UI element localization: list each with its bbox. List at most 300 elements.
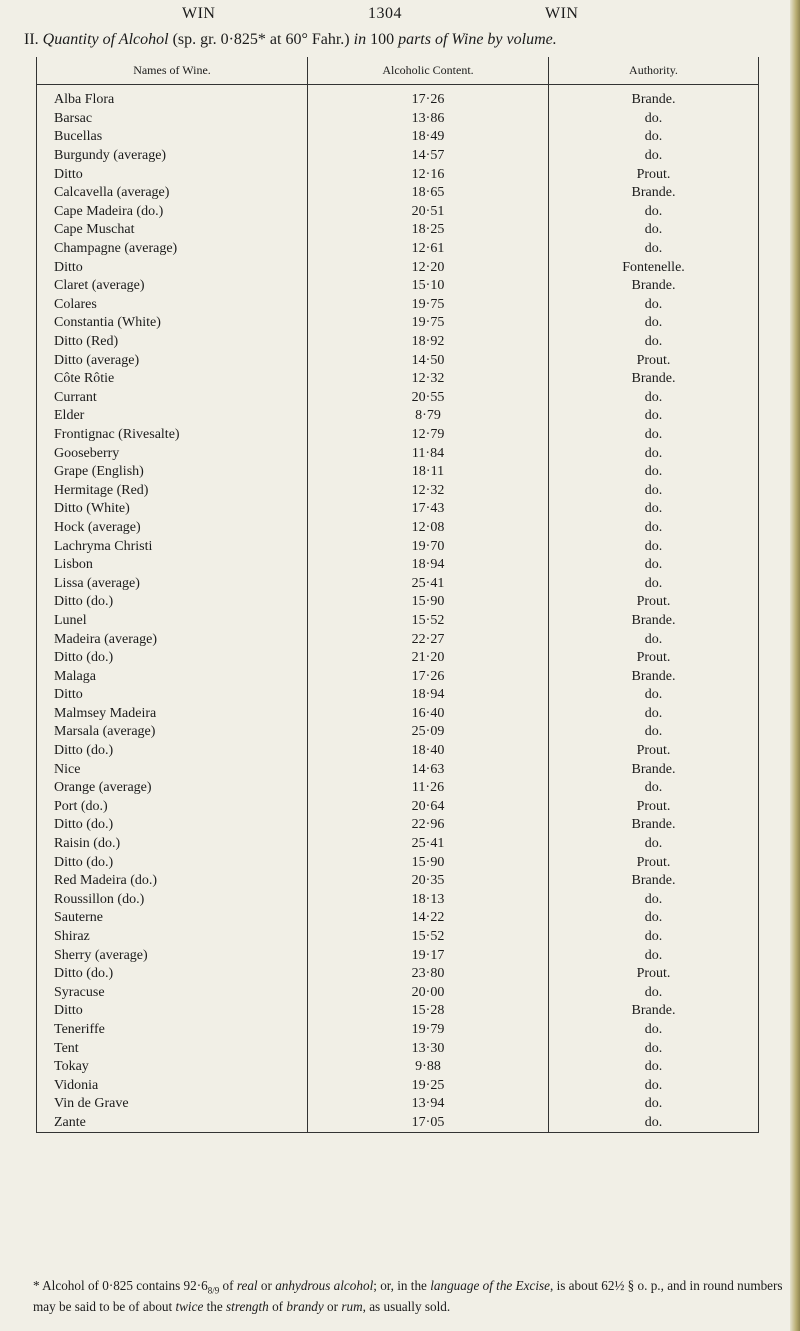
footnote-text: , as usually sold. — [362, 1298, 451, 1314]
wine-name-cell — [37, 203, 308, 222]
alcoholic-content-cell: 15·28 — [308, 1002, 549, 1021]
authority-cell: Fontenelle. — [549, 258, 759, 277]
authority-cell: Prout. — [549, 742, 759, 761]
wine-name: Hermitage (Red) — [54, 482, 149, 498]
wine-name: Sauterne — [54, 910, 103, 926]
table-row — [37, 91, 759, 110]
table-row — [37, 203, 759, 222]
table-row — [37, 630, 759, 649]
wine-name: Frontignac (Rivesalte) — [54, 426, 180, 442]
wine-name: Tent — [54, 1040, 79, 1056]
alcoholic-content-cell: 20·51 — [308, 203, 549, 222]
authority-cell: Prout. — [549, 965, 759, 984]
table-row — [37, 147, 759, 166]
wine-name: Ditto (do.) — [54, 854, 114, 870]
alcoholic-content-cell: 14·63 — [308, 760, 549, 779]
wine-name-cell — [37, 909, 308, 928]
wine-name-cell — [37, 630, 308, 649]
table-row — [37, 333, 759, 352]
wine-name-cell — [37, 277, 308, 296]
authority-cell: do. — [549, 686, 759, 705]
authority-cell: do. — [549, 909, 759, 928]
column-header-alcoholic-content: Alcoholic Content. — [308, 57, 549, 85]
table-row — [37, 258, 759, 277]
footnote-text: or — [323, 1298, 342, 1314]
alcoholic-content-cell: 18·49 — [308, 128, 549, 147]
wine-name: Bucellas — [54, 129, 103, 145]
wine-name: Ditto — [54, 259, 83, 275]
wine-name-cell — [37, 296, 308, 315]
wine-name: Tokay — [54, 1059, 89, 1075]
table-row — [37, 221, 759, 240]
footnote-italic: strength — [226, 1298, 269, 1314]
authority-cell: do. — [549, 928, 759, 947]
column-header-names: Names of Wine. — [37, 57, 308, 85]
authority-cell: do. — [549, 128, 759, 147]
footnote-text: ; or, in the — [373, 1278, 431, 1293]
authority-cell: Brande. — [549, 277, 759, 296]
table-row — [37, 240, 759, 259]
wine-name: Hock (average) — [54, 519, 141, 535]
alcoholic-content-cell: 21·20 — [308, 649, 549, 668]
table-row — [37, 946, 759, 965]
page-spine-edge — [790, 0, 800, 1331]
table-row — [37, 314, 759, 333]
authority-cell: do. — [549, 556, 759, 575]
wine-name: Ditto (do.) — [54, 966, 114, 982]
wine-name-cell — [37, 426, 308, 445]
table-row — [37, 537, 759, 556]
table-row — [37, 928, 759, 947]
footnote-italic: rum — [341, 1298, 363, 1314]
page-number: 1304 — [368, 5, 402, 22]
wine-name: Ditto (average) — [54, 352, 140, 368]
section-title-italic-2: in — [353, 31, 367, 48]
wine-name-cell — [37, 147, 308, 166]
wine-name-cell — [37, 853, 308, 872]
table-row — [37, 1076, 759, 1095]
table-row — [37, 110, 759, 129]
authority-cell: Prout. — [549, 165, 759, 184]
authority-cell: do. — [549, 221, 759, 240]
authority-cell: Brande. — [549, 612, 759, 631]
wine-name: Alba Flora — [54, 92, 115, 108]
authority-cell: Brande. — [549, 370, 759, 389]
table-row — [37, 853, 759, 872]
table-row — [37, 593, 759, 612]
table-row — [37, 1039, 759, 1058]
alcoholic-content-cell: 23·80 — [308, 965, 549, 984]
wine-name: Lissa (average) — [54, 575, 140, 591]
alcoholic-content-cell: 12·16 — [308, 165, 549, 184]
table-row — [37, 1002, 759, 1021]
wine-name: Zante — [54, 1114, 86, 1130]
alcoholic-content-cell: 20·35 — [308, 872, 549, 891]
alcoholic-content-cell: 18·92 — [308, 333, 549, 352]
alcoholic-content-cell: 13·86 — [308, 110, 549, 129]
wine-name: Gooseberry — [54, 445, 120, 461]
table-row — [37, 779, 759, 798]
wine-name: Claret (average) — [54, 278, 145, 294]
authority-cell: do. — [549, 574, 759, 593]
authority-cell: do. — [549, 1058, 759, 1077]
alcoholic-content-cell: 18·40 — [308, 742, 549, 761]
alcoholic-content-cell: 15·10 — [308, 277, 549, 296]
alcoholic-content-cell: 11·84 — [308, 444, 549, 463]
wine-name: Burgundy (average) — [54, 148, 167, 164]
wine-name: Lisbon — [54, 557, 93, 573]
table-row — [37, 984, 759, 1003]
alcoholic-content-cell: 13·30 — [308, 1039, 549, 1058]
table-row — [37, 816, 759, 835]
wine-name-cell — [37, 1021, 308, 1040]
wine-name: Constantia (White) — [54, 315, 161, 331]
wine-name-cell — [37, 165, 308, 184]
authority-cell: do. — [549, 110, 759, 129]
footnote-italic: real — [236, 1278, 258, 1293]
wine-name: Marsala (average) — [54, 724, 156, 740]
authority-cell: Brande. — [549, 760, 759, 779]
table-row — [37, 1058, 759, 1077]
wine-name-cell — [37, 184, 308, 203]
table-row — [37, 686, 759, 705]
authority-cell: do. — [549, 147, 759, 166]
authority-cell: Brande. — [549, 872, 759, 891]
wine-name: Ditto (Red) — [54, 334, 119, 350]
table-row — [37, 165, 759, 184]
footnote-text: of — [268, 1298, 287, 1314]
alcoholic-content-cell: 18·65 — [308, 184, 549, 203]
authority-cell: Prout. — [549, 798, 759, 817]
authority-cell: do. — [549, 723, 759, 742]
wine-name: Grape (English) — [54, 464, 144, 480]
wine-name-cell — [37, 760, 308, 779]
wine-name: Malaga — [54, 668, 96, 684]
table-row — [37, 444, 759, 463]
table-row — [37, 519, 759, 538]
footnote-italic: twice — [175, 1298, 204, 1314]
alcoholic-content-cell: 17·26 — [308, 667, 549, 686]
wine-name-cell — [37, 928, 308, 947]
wine-name-cell — [37, 686, 308, 705]
header-right-keyword: WIN — [545, 5, 579, 22]
table-row — [37, 128, 759, 147]
authority-cell: Brande. — [549, 667, 759, 686]
alcoholic-content-cell: 20·00 — [308, 984, 549, 1003]
wine-name-cell — [37, 779, 308, 798]
alcoholic-content-cell: 17·05 — [308, 1114, 549, 1133]
alcoholic-content-cell: 18·94 — [308, 686, 549, 705]
authority-cell: do. — [549, 1095, 759, 1114]
alcoholic-content-cell: 17·26 — [308, 91, 549, 110]
wine-name-cell — [37, 965, 308, 984]
table-row — [37, 891, 759, 910]
alcoholic-content-cell: 19·75 — [308, 296, 549, 315]
footnote — [33, 1278, 783, 1314]
authority-cell: do. — [549, 1039, 759, 1058]
authority-cell: do. — [549, 444, 759, 463]
footnote-text: of — [219, 1278, 237, 1293]
wine-name: Elder — [54, 408, 85, 424]
authority-cell: Brande. — [549, 184, 759, 203]
wine-name: Malmsey Madeira — [54, 705, 157, 721]
wine-name-cell — [37, 742, 308, 761]
wine-name: Port (do.) — [54, 798, 108, 814]
alcoholic-content-cell: 15·90 — [308, 593, 549, 612]
table-row — [37, 909, 759, 928]
section-title-plain: (sp. gr. 0·825* at 60° Fahr.) — [168, 31, 354, 48]
table-row — [37, 296, 759, 315]
alcoholic-content-cell: 14·50 — [308, 351, 549, 370]
wine-name: Vin de Grave — [54, 1096, 129, 1112]
table-header-row — [37, 57, 759, 85]
alcoholic-content-cell: 15·52 — [308, 928, 549, 947]
authority-cell: do. — [549, 630, 759, 649]
wine-name: Cape Muschat — [54, 222, 135, 238]
wine-name-cell — [37, 389, 308, 408]
table-row — [37, 389, 759, 408]
authority-cell: do. — [549, 1114, 759, 1133]
authority-cell: Prout. — [549, 593, 759, 612]
wine-name: Orange (average) — [54, 780, 152, 796]
wine-name-cell — [37, 891, 308, 910]
table-row — [37, 184, 759, 203]
wine-name-cell — [37, 574, 308, 593]
section-numeral: II. — [24, 31, 39, 48]
alcoholic-content-cell: 18·13 — [308, 891, 549, 910]
wine-name: Lachryma Christi — [54, 538, 153, 554]
table-row — [37, 649, 759, 668]
table-row — [37, 556, 759, 575]
wine-name: Syracuse — [54, 984, 105, 1000]
wine-name-cell — [37, 612, 308, 631]
table-row — [37, 1114, 759, 1133]
alcoholic-content-cell: 20·55 — [308, 389, 549, 408]
table-row — [37, 407, 759, 426]
wine-name-cell — [37, 333, 308, 352]
wine-name: Red Madeira (do.) — [54, 873, 158, 889]
wine-name: Madeira (average) — [54, 631, 157, 647]
alcoholic-content-cell: 12·79 — [308, 426, 549, 445]
wine-name-cell — [37, 258, 308, 277]
wine-alcohol-table-wrapper — [36, 57, 758, 1133]
alcoholic-content-cell: 8·79 — [308, 407, 549, 426]
authority-cell: do. — [549, 407, 759, 426]
wine-name: Barsac — [54, 110, 93, 126]
alcoholic-content-cell: 19·70 — [308, 537, 549, 556]
wine-name: Ditto — [54, 166, 83, 182]
table-row — [37, 1021, 759, 1040]
wine-name-cell — [37, 1095, 308, 1114]
authority-cell: Prout. — [549, 853, 759, 872]
wine-name: Lunel — [54, 612, 87, 628]
wine-name: Colares — [54, 296, 97, 312]
wine-name-cell — [37, 314, 308, 333]
authority-cell: Prout. — [549, 649, 759, 668]
authority-cell: do. — [549, 240, 759, 259]
alcoholic-content-cell: 20·64 — [308, 798, 549, 817]
authority-cell: do. — [549, 835, 759, 854]
alcoholic-content-cell: 12·61 — [308, 240, 549, 259]
wine-name-cell — [37, 723, 308, 742]
footnote-italic: language of the Excise — [430, 1278, 550, 1293]
wine-name: Cape Madeira (do.) — [54, 203, 164, 219]
wine-name-cell — [37, 593, 308, 612]
alcoholic-content-cell: 25·41 — [308, 574, 549, 593]
wine-name-cell — [37, 519, 308, 538]
wine-name: Sherry (average) — [54, 947, 148, 963]
authority-cell: do. — [549, 463, 759, 482]
section-title-plain-2: 100 — [366, 31, 399, 48]
table-row — [37, 351, 759, 370]
header-left-keyword: WIN — [182, 5, 216, 22]
table-row — [37, 463, 759, 482]
alcoholic-content-cell: 13·94 — [308, 1095, 549, 1114]
table-row — [37, 835, 759, 854]
wine-name-cell — [37, 481, 308, 500]
footnote-text: the — [203, 1298, 227, 1314]
wine-name-cell — [37, 407, 308, 426]
authority-cell: do. — [549, 537, 759, 556]
wine-name: Côte Rôtie — [54, 371, 115, 387]
authority-cell: do. — [549, 891, 759, 910]
wine-name: Raisin (do.) — [54, 836, 121, 852]
section-title — [24, 31, 790, 49]
wine-name: Champagne (average) — [54, 241, 178, 257]
wine-name: Shiraz — [54, 929, 90, 945]
running-header — [0, 5, 790, 27]
alcoholic-content-cell: 19·17 — [308, 946, 549, 965]
table-row — [37, 1095, 759, 1114]
wine-name-cell — [37, 1114, 308, 1133]
wine-name-cell — [37, 705, 308, 724]
alcoholic-content-cell: 12·20 — [308, 258, 549, 277]
table-row — [37, 574, 759, 593]
wine-name-cell — [37, 1002, 308, 1021]
wine-name-cell — [37, 351, 308, 370]
table-row — [37, 723, 759, 742]
column-header-authority: Authority. — [549, 57, 759, 85]
authority-cell: do. — [549, 1076, 759, 1095]
table-row — [37, 612, 759, 631]
wine-name-cell — [37, 667, 308, 686]
wine-name: Ditto — [54, 687, 83, 703]
wine-name: Teneriffe — [54, 1021, 105, 1037]
wine-name: Ditto (do.) — [54, 817, 114, 833]
wine-name: Vidonia — [54, 1077, 99, 1093]
alcoholic-content-cell: 12·32 — [308, 481, 549, 500]
authority-cell: do. — [549, 481, 759, 500]
wine-name: Ditto — [54, 1003, 83, 1019]
alcoholic-content-cell: 12·32 — [308, 370, 549, 389]
footnote-text: , is about 62½ § o. p., and in round numbers may be said to be of about — [33, 1278, 783, 1314]
alcoholic-content-cell: 25·41 — [308, 835, 549, 854]
wine-name: Ditto (do.) — [54, 650, 114, 666]
alcoholic-content-cell: 15·52 — [308, 612, 549, 631]
wine-name: Currant — [54, 389, 97, 405]
authority-cell: Brande. — [549, 91, 759, 110]
wine-name-cell — [37, 798, 308, 817]
footnote-text: * Alcohol of 0·825 contains 92·6 — [33, 1278, 208, 1293]
wine-alcohol-table — [36, 57, 759, 1133]
alcoholic-content-cell: 19·79 — [308, 1021, 549, 1040]
wine-name-cell — [37, 649, 308, 668]
wine-name: Nice — [54, 761, 81, 777]
wine-name-cell — [37, 556, 308, 575]
table-row — [37, 667, 759, 686]
table-row — [37, 277, 759, 296]
table-row — [37, 481, 759, 500]
wine-name-cell — [37, 816, 308, 835]
wine-name-cell — [37, 221, 308, 240]
wine-name-cell — [37, 872, 308, 891]
authority-cell: do. — [549, 296, 759, 315]
wine-name-cell — [37, 128, 308, 147]
alcoholic-content-cell: 25·09 — [308, 723, 549, 742]
wine-name-cell — [37, 240, 308, 259]
wine-name-cell — [37, 984, 308, 1003]
alcoholic-content-cell: 14·22 — [308, 909, 549, 928]
authority-cell: do. — [549, 389, 759, 408]
table-row — [37, 370, 759, 389]
table-row — [37, 705, 759, 724]
section-title-italic-3: parts of Wine by volume. — [398, 31, 557, 48]
footnote-fraction: 8/9 — [207, 1285, 220, 1296]
wine-name: Ditto (do.) — [54, 743, 114, 759]
authority-cell: do. — [549, 519, 759, 538]
alcoholic-content-cell: 19·25 — [308, 1076, 549, 1095]
table-row — [37, 426, 759, 445]
authority-cell: do. — [549, 333, 759, 352]
authority-cell: do. — [549, 500, 759, 519]
table-row — [37, 742, 759, 761]
authority-cell: do. — [549, 426, 759, 445]
alcoholic-content-cell: 18·25 — [308, 221, 549, 240]
wine-name-cell — [37, 91, 308, 110]
wine-name-cell — [37, 370, 308, 389]
authority-cell: do. — [549, 203, 759, 222]
alcoholic-content-cell: 12·08 — [308, 519, 549, 538]
table-row — [37, 760, 759, 779]
alcoholic-content-cell: 22·96 — [308, 816, 549, 835]
wine-name-cell — [37, 500, 308, 519]
wine-name-cell — [37, 946, 308, 965]
wine-name-cell — [37, 537, 308, 556]
wine-name: Roussillon (do.) — [54, 891, 145, 907]
alcoholic-content-cell: 22·27 — [308, 630, 549, 649]
footnote-italic: brandy — [286, 1298, 324, 1314]
footnote-text: or — [257, 1278, 276, 1293]
wine-name-cell — [37, 1058, 308, 1077]
authority-cell: do. — [549, 984, 759, 1003]
alcoholic-content-cell: 14·57 — [308, 147, 549, 166]
wine-name-cell — [37, 1039, 308, 1058]
wine-name-cell — [37, 444, 308, 463]
alcoholic-content-cell: 11·26 — [308, 779, 549, 798]
wine-name-cell — [37, 1076, 308, 1095]
wine-name: Calcavella (average) — [54, 185, 170, 201]
table-row — [37, 798, 759, 817]
alcoholic-content-cell: 16·40 — [308, 705, 549, 724]
alcoholic-content-cell: 9·88 — [308, 1058, 549, 1077]
wine-name-cell — [37, 835, 308, 854]
table-row — [37, 965, 759, 984]
wine-name: Ditto (White) — [54, 501, 130, 517]
authority-cell: do. — [549, 314, 759, 333]
authority-cell: do. — [549, 946, 759, 965]
wine-name-cell — [37, 463, 308, 482]
authority-cell: Brande. — [549, 1002, 759, 1021]
